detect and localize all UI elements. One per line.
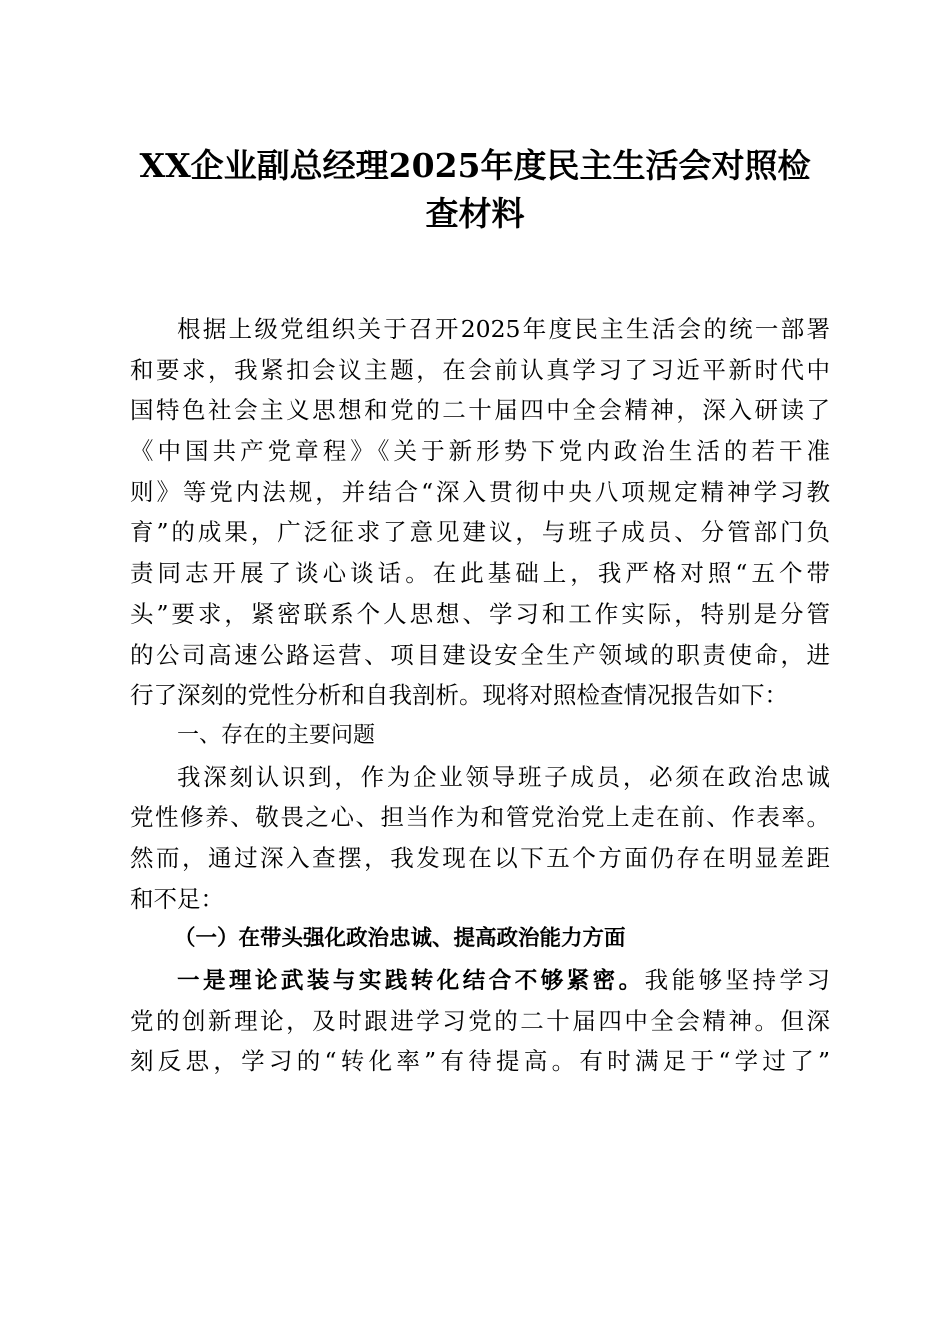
intro-line: 育”的成果，广泛征求了意见建议，与班子成员、分管部门负 (130, 518, 830, 547)
point1-lead: 一是理论武装与实践转化结合不够紧密。 (177, 968, 645, 994)
subsection-heading: （一）在带头强化政治忠诚、提高政治能力方面 (174, 926, 626, 952)
intro-line: 责同志开展了谈心谈话。在此基础上，我严格对照“五个带 (130, 559, 830, 588)
intro-line: 行了深刻的党性分析和自我剖析。现将对照检查情况报告如下： (130, 681, 788, 710)
intro-line: 头”要求，紧密联系个人思想、学习和工作实际，特别是分管 (130, 599, 830, 628)
section1-line: 然而，通过深入查摆，我发现在以下五个方面仍存在明显差距 (130, 843, 830, 872)
point1-line: 党的创新理论，及时跟进学习党的二十届四中全会精神。但深 (130, 1006, 830, 1035)
section1-line: 我深刻认识到，作为企业领导班子成员，必须在政治忠诚 (177, 762, 830, 791)
section1-paragraph (130, 757, 830, 920)
intro-line: 和要求，我紧扣会议主题，在会前认真学习了习近平新时代中 (130, 355, 830, 384)
section1-line: 党性修养、敬畏之心、担当作为和管党治党上走在前、作表率。 (130, 803, 830, 832)
intro-line: 的公司高速公路运营、项目建设安全生产领域的职责使命，进 (130, 640, 830, 669)
intro-line: 则》等党内法规，并结合“深入贯彻中央八项规定精神学习教 (130, 477, 830, 506)
intro-line: 根据上级党组织关于召开2025年度民主生活会的统一部署 (177, 315, 830, 343)
document-title (120, 142, 830, 238)
point1-paragraph (130, 960, 830, 1082)
title-line-2: 查材料 (425, 194, 525, 233)
intro-line: 国特色社会主义思想和党的二十届四中全会精神，深入研读了 (130, 396, 830, 425)
section1-line: 和不足： (130, 884, 224, 913)
intro-paragraph (130, 309, 830, 716)
point1-line: 刻反思，学习的“转化率”有待提高。有时满足于“学过了” (130, 1047, 830, 1076)
section-heading: 一、存在的主要问题 (177, 722, 376, 748)
point1-first-line (130, 960, 830, 1001)
title-line-1: XX企业副总经理2025年度民主生活会对照检 (139, 146, 811, 185)
intro-line: 《中国共产党章程》《关于新形势下党内政治生活的若干准 (130, 437, 830, 466)
document-body (130, 309, 830, 1082)
point1-first-rest: 我能够坚持学习 (644, 966, 830, 994)
